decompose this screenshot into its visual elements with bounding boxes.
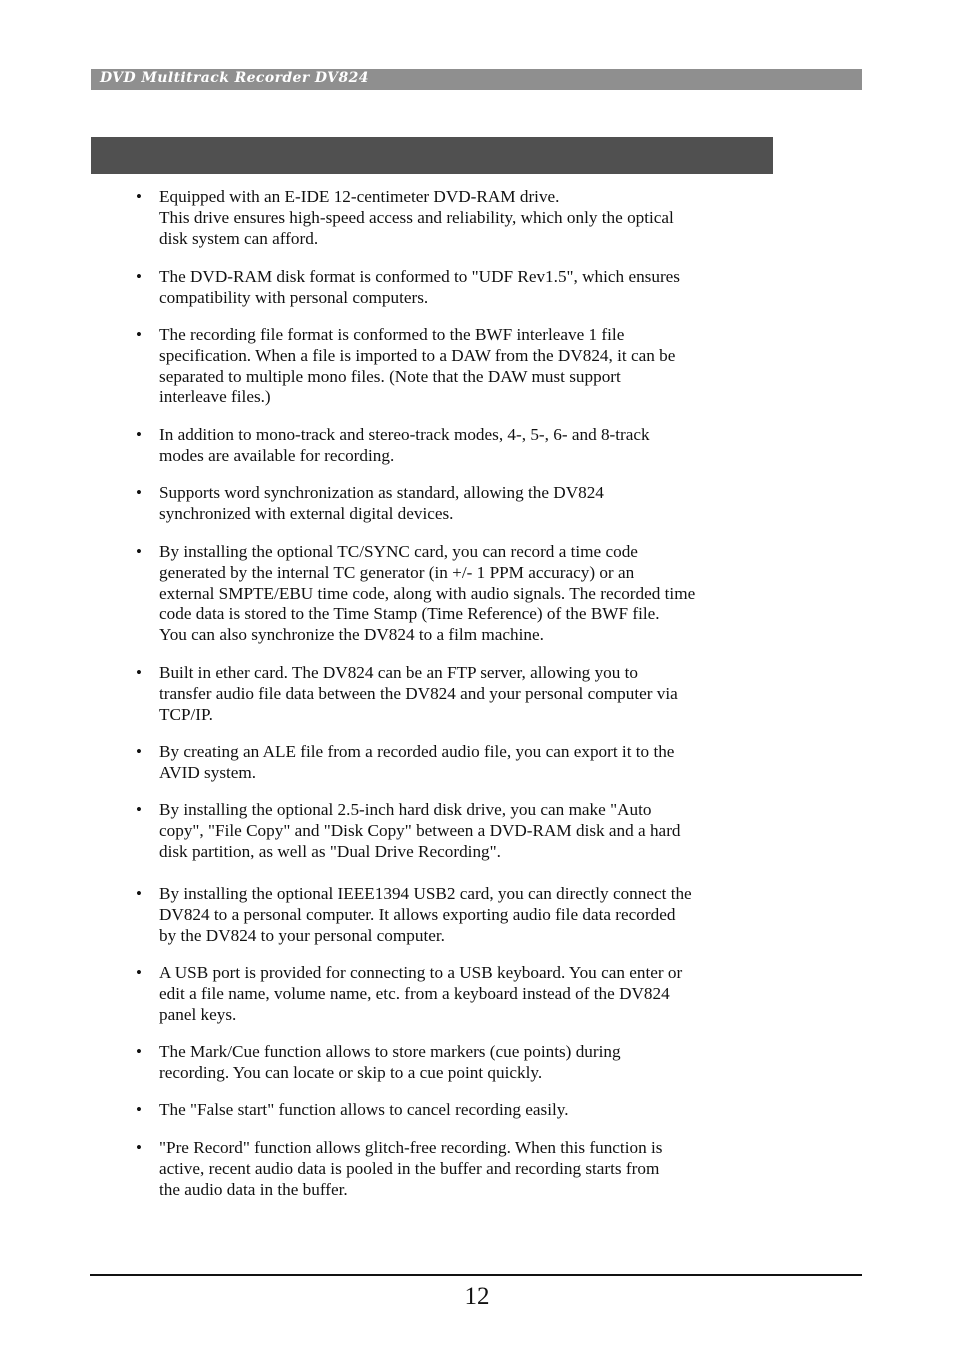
bullet-icon: • bbox=[136, 963, 142, 982]
feature-text bbox=[159, 1138, 789, 1200]
feature-text bbox=[159, 1100, 789, 1121]
section-heading-bar bbox=[91, 137, 773, 174]
bullet-icon: • bbox=[136, 742, 142, 761]
feature-item bbox=[136, 325, 786, 408]
running-header-bar bbox=[91, 69, 862, 90]
feature-text-line: Equipped with an E-IDE 12-centimeter DVD-RAM drive. bbox=[159, 187, 560, 206]
bullet-icon: • bbox=[136, 267, 142, 286]
feature-text-line: generated by the internal TC generator (in +/- 1 PPM accuracy) or an bbox=[159, 562, 635, 582]
feature-item bbox=[136, 663, 786, 725]
feature-item bbox=[136, 1042, 786, 1084]
feature-text-line: synchronized with external digital devices. bbox=[159, 503, 454, 523]
feature-text bbox=[159, 884, 789, 946]
running-header-title: DVD Multitrack Recorder DV824 bbox=[100, 70, 369, 86]
feature-text bbox=[159, 483, 789, 525]
feature-text-line: disk system can afford. bbox=[159, 228, 319, 248]
bullet-icon: • bbox=[136, 542, 142, 561]
feature-item bbox=[136, 1100, 786, 1121]
footer-rule bbox=[90, 1274, 862, 1276]
bullet-icon: • bbox=[136, 1138, 142, 1157]
feature-text-line: By installing the optional TC/SYNC card, you can record a time code bbox=[159, 542, 638, 561]
feature-text-line: DV824 to a personal computer. It allows exporting audio file data recorded bbox=[159, 904, 676, 924]
bullet-icon: • bbox=[136, 325, 142, 344]
feature-text-line: panel keys. bbox=[159, 1004, 237, 1024]
feature-text-line: Supports word synchronization as standard, allowing the DV824 bbox=[159, 483, 604, 502]
feature-text-line: specification. When a file is imported to a DAW from the DV824, it can be bbox=[159, 345, 676, 365]
feature-text bbox=[159, 742, 789, 784]
feature-text-line: The recording file format is conformed to the BWF interleave 1 file bbox=[159, 325, 625, 344]
feature-text-line: separated to multiple mono files. (Note that the DAW must support bbox=[159, 366, 621, 386]
feature-text-line: By installing the optional 2.5-inch hard disk drive, you can make "Auto bbox=[159, 800, 652, 819]
feature-item bbox=[136, 1138, 786, 1200]
feature-text-line: recording. You can locate or skip to a cue point quickly. bbox=[159, 1062, 543, 1082]
feature-text-line: transfer audio file data between the DV824 and your personal computer via bbox=[159, 683, 678, 703]
bullet-icon: • bbox=[136, 884, 142, 903]
feature-text-line: The DVD-RAM disk format is conformed to "UDF Rev1.5", which ensures bbox=[159, 267, 680, 286]
feature-text-line: This drive ensures high-speed access and reliability, which only the optical bbox=[159, 207, 674, 227]
bullet-icon: • bbox=[136, 483, 142, 502]
feature-text-line: interleave files.) bbox=[159, 387, 271, 407]
feature-item bbox=[136, 800, 786, 862]
feature-text bbox=[159, 542, 789, 646]
feature-item bbox=[136, 425, 786, 467]
feature-text-line: disk partition, as well as "Dual Drive Recording". bbox=[159, 841, 501, 861]
feature-text-line: By creating an ALE file from a recorded audio file, you can export it to the bbox=[159, 742, 675, 761]
feature-text-line: compatibility with personal computers. bbox=[159, 287, 429, 307]
feature-text-line: The Mark/Cue function allows to store markers (cue points) during bbox=[159, 1042, 621, 1061]
feature-text bbox=[159, 267, 789, 309]
feature-text-line: Built in ether card. The DV824 can be an FTP server, allowing you to bbox=[159, 663, 639, 682]
feature-text-line: the audio data in the buffer. bbox=[159, 1179, 348, 1199]
feature-text bbox=[159, 963, 789, 1025]
feature-text bbox=[159, 425, 789, 467]
feature-text-line: external SMPTE/EBU time code, along with audio signals. The recorded time bbox=[159, 583, 696, 603]
bullet-icon: • bbox=[136, 663, 142, 682]
feature-text-line: The "False start" function allows to cancel recording easily. bbox=[159, 1100, 569, 1119]
feature-item bbox=[136, 542, 786, 646]
feature-text-line: edit a file name, volume name, etc. from a keyboard instead of the DV824 bbox=[159, 983, 670, 1003]
feature-text-line: code data is stored to the Time Stamp (Time Reference) of the BWF file. bbox=[159, 604, 660, 624]
feature-text-line: You can also synchronize the DV824 to a film machine. bbox=[159, 625, 544, 645]
feature-text-line: AVID system. bbox=[159, 762, 257, 782]
bullet-icon: • bbox=[136, 800, 142, 819]
feature-item bbox=[136, 884, 786, 946]
bullet-icon: • bbox=[136, 187, 142, 206]
page-number: 12 bbox=[464, 1283, 490, 1310]
bullet-icon: • bbox=[136, 1042, 142, 1061]
feature-text-line: active, recent audio data is pooled in the buffer and recording starts from bbox=[159, 1158, 660, 1178]
feature-text-line: by the DV824 to your personal computer. bbox=[159, 925, 445, 945]
feature-text-line: "Pre Record" function allows glitch-free recording. When this function is bbox=[159, 1138, 663, 1157]
feature-item bbox=[136, 963, 786, 1025]
feature-text bbox=[159, 800, 789, 862]
feature-item bbox=[136, 267, 786, 309]
feature-item bbox=[136, 483, 786, 525]
feature-text-line: copy", "File Copy" and "Disk Copy" between a DVD-RAM disk and a hard bbox=[159, 820, 681, 840]
feature-text bbox=[159, 187, 789, 249]
feature-text bbox=[159, 325, 789, 408]
feature-text bbox=[159, 1042, 789, 1084]
feature-text-line: TCP/IP. bbox=[159, 704, 213, 724]
bullet-icon: • bbox=[136, 1100, 142, 1119]
bullet-icon: • bbox=[136, 425, 142, 444]
feature-text bbox=[159, 663, 789, 725]
feature-item bbox=[136, 742, 786, 784]
feature-item bbox=[136, 187, 786, 249]
feature-text-line: modes are available for recording. bbox=[159, 445, 395, 465]
feature-text-line: By installing the optional IEEE1394 USB2 card, you can directly connect the bbox=[159, 884, 692, 903]
feature-text-line: In addition to mono-track and stereo-track modes, 4-, 5-, 6- and 8-track bbox=[159, 425, 650, 444]
feature-text-line: A USB port is provided for connecting to a USB keyboard. You can enter or bbox=[159, 963, 683, 982]
